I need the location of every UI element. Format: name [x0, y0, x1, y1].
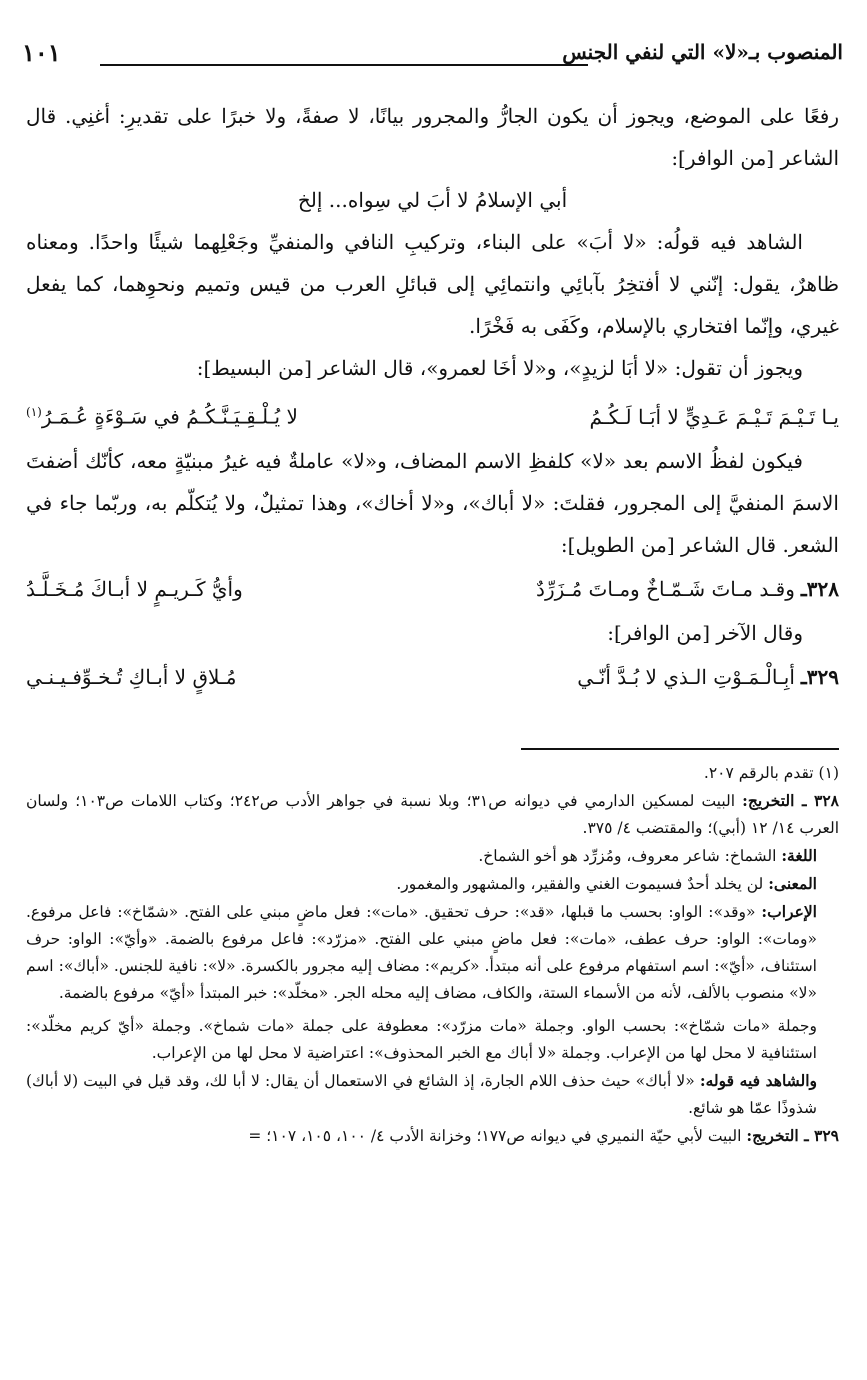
footnote-329-takhrij	[26, 1122, 839, 1150]
footnotes	[26, 760, 839, 1150]
footnote-maana	[26, 870, 839, 898]
footnote-shahid	[26, 1067, 839, 1122]
footnote-text: «لا أباك» حيث حذف اللام الجارة، إذ الشائع في الاستعمال أن يقال: لا أبا لك، وقد قيل في البيت (لا أباك) شذوذًا عمّا هو شائع.	[26, 1072, 817, 1117]
running-head-title: المنصوب بـ«لا» التي لنفي الجنس	[562, 40, 843, 64]
footnote-label: اللغة:	[781, 846, 817, 865]
footnote-text: الشماخ: شاعر معروف، ومُزرِّد هو أخو الشماخ.	[478, 847, 777, 865]
footnote-text: البيت لأبي حيّة النميري في ديوانه ص١٧٧؛ وخزانة الأدب ٤/ ١٠٠، ١٠٥، ١٠٧؛ =	[248, 1127, 742, 1145]
verse-basit	[26, 391, 839, 438]
verse-329	[26, 656, 839, 698]
footnote-text: «وقد»: الواو: بحسب ما قبلها، «قد»: حرف تحقيق. «مات»: فعل ماضٍ مبني على الفتح. «شمّاخ»: فاعل مرفوع. «ومات»: الواو: حرف عطف، «مات»: فعل ماضٍ مبني على الفتح. «مزرّد»: فاعل مرفوع بالضمة. «وأيّ»: الواو: حرف استئناف، «أيّ»: اسم استفهام مرفوع على أنه مبتدأ. «كريم»: مضاف إليه مجرور بالكسرة. «لا»: نافية للجنس. «أباك»: اسم «لا» منصوب بالألف، لأنه من الأسماء الستة، والكاف، مضاف إليه محله الجر. «مخلّد»: خبر المبتدأ «أيّ» مرفوع بالضمة.	[26, 903, 817, 1002]
footnote-label: والشاهد فيه قوله:	[699, 1071, 818, 1090]
verse-first-hemistich: أبِـالْـمَـوْتِ الـذي لا بُـدَّ أنّـي	[577, 664, 795, 689]
paragraph: الشاهد فيه قولُه: «لا أبَ» على البناء، وتركيبِ النافي والمنفيِّ وجَعْلِهما شيئًا واحدًا. ومعناه ظاهرٌ، يقول: إنّني لا أفتخِرُ بآبائِي وانتمائِي إلى قبائلِ العرب من قيس وتميم ونحوِهما، كما يفعل غيري، وإنّما افتخاري بالإسلام، وكَفَى به فَخْرًا.	[26, 230, 839, 338]
paragraph: رفعًا على الموضع، ويجوز أن يكون الجارُّ والمجرور بيانًا، لا صفةً، ولا خبرًا على تقديرِ: أغنِي. قال الشاعر [من الوافر]:	[26, 104, 839, 170]
footnote-label: ٣٢٨ ـ التخريج:	[742, 791, 840, 810]
main-text	[26, 95, 839, 700]
footnote-text: البيت لمسكين الدارمي في ديوانه ص٣١؛ وبلا نسبة في جواهر الأدب ص٢٤٢؛ وكتاب اللامات ص١٠٣؛ ولسان العرب ١٤/ ١٢ (أبي)؛ والمقتضب ٤/ ٣٧٥.	[26, 792, 839, 837]
verse-second-hemistich: وأيُّ كَـريـمٍ لا أبـاكَ مُـخَـلَّـدُ	[26, 576, 243, 601]
footnote-irab	[26, 898, 839, 1007]
verse-first-hemistich: يـا تَـيْـمَ تَـيْـمَ عَـدِيٍّ لا أبَـا لَـكُـمُ	[589, 404, 839, 429]
footnote-lugha	[26, 842, 839, 870]
verse-second-hemistich-text: لا يُـلْـقِـيَـنَّـكُـمُ في سَـوْءَةٍ عُـمَـرُ	[41, 404, 298, 429]
verse-328	[26, 568, 839, 610]
verse-number: ٣٢٩ـ	[800, 664, 839, 689]
verse-number: ٣٢٨ـ	[800, 576, 839, 601]
page-number: ١٠١	[22, 38, 61, 67]
footnote-label: المعنى:	[768, 874, 817, 893]
paragraph: ويجوز أن تقول: «لا أبَا لزيدٍ»، و«لا أخَا لعمرو»، قال الشاعر [من البسيط]:	[196, 356, 803, 380]
running-head	[22, 34, 843, 74]
paragraph: وقال الآخر [من الوافر]:	[607, 620, 803, 645]
footnote-328-takhrij	[26, 787, 839, 842]
running-head-rule	[100, 64, 588, 66]
footnote-text: لن يخلد أحدٌ فسيموت الغني والفقير، والمشهور والمغمور.	[396, 875, 764, 893]
paragraph: فيكون لفظُ الاسم بعد «لا» كلفظِ الاسم المضاف، و«لا» عاملةٌ فيه غيرُ مبنيّةٍ معه، كأنّك أضفتَ الاسمَ المنفيَّ إلى المجرور، فقلتَ: «لا أباك»، و«لا أخاك»، وهذا تمثيلٌ، ولا يُتكلّم به، وربّما جاء في الشعر. قال الشاعر [من الطويل]:	[26, 448, 839, 557]
footnote-separator	[521, 748, 839, 750]
verse-line: أبي الإسلامُ لا أبَ لي سِواه... إلخ	[297, 188, 568, 212]
verse-second-hemistich: مُـلاقٍ لا أبـاكِ تُـخـوِّفـيـنـي	[26, 664, 237, 689]
verse-second-hemistich	[26, 391, 433, 438]
footnote-label: الإعراب:	[761, 902, 817, 921]
footnote-reference: (١)	[26, 405, 42, 419]
footnote-label: ٣٢٩ ـ التخريج:	[746, 1126, 839, 1145]
verse-first-hemistich: وقـد مـاتَ شَـمّـاخٌ ومـاتَ مُـزَرِّدٌ	[536, 576, 795, 601]
footnote-jumal: وجملة «مات شمّاخ»: بحسب الواو. وجملة «مات مزرّد»: معطوفة على جملة «مات شماخ». وجملة «أيّ كريم مخلّد»: استئنافية لا محل لها من الإعراب. وجملة «لا أباك مع الخبر المحذوف»: اعتراضية لا محل لها من الإعراب.	[26, 1017, 817, 1062]
footnote-1: (١) تقدم بالرقم ٢٠٧.	[703, 764, 839, 782]
